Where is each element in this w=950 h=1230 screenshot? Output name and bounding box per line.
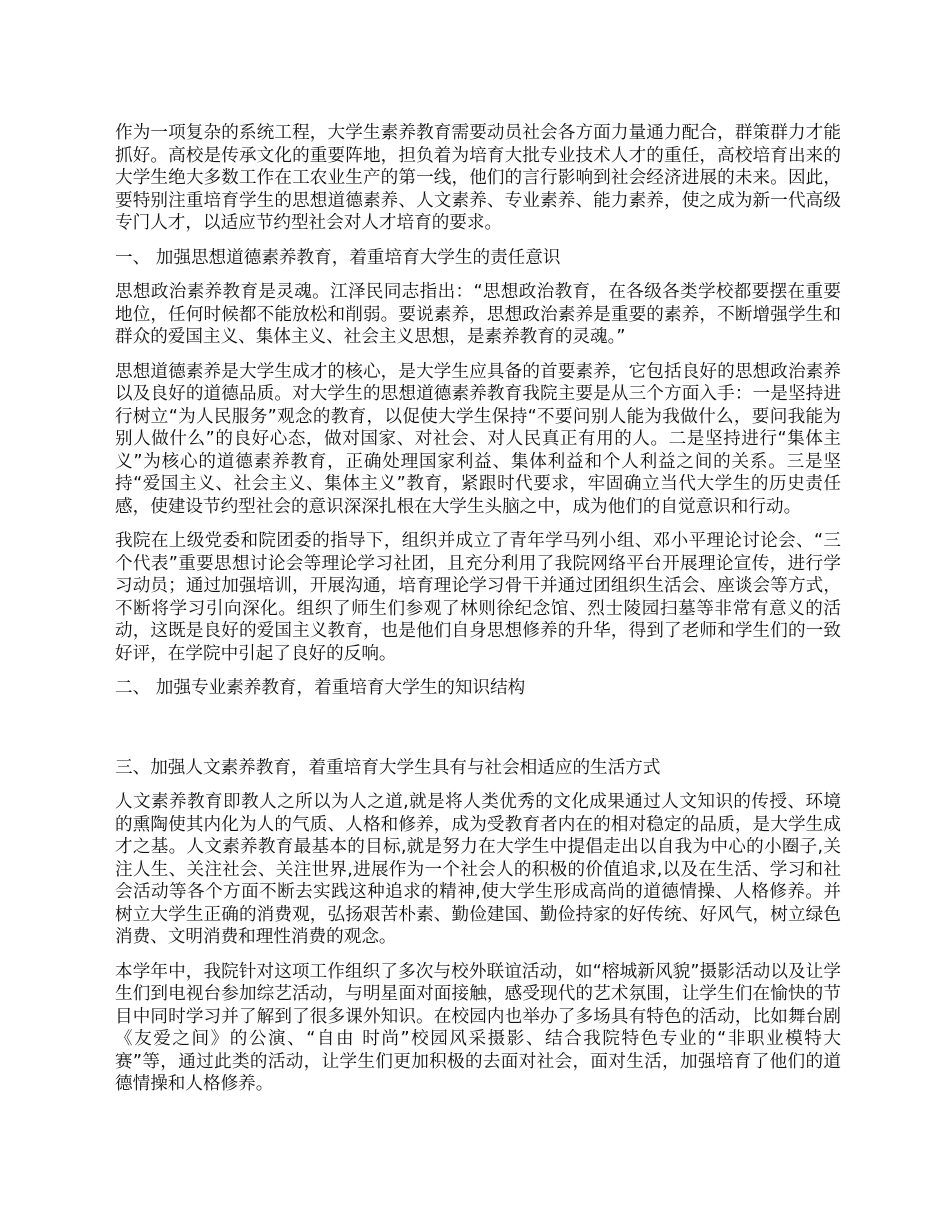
document-body <box>115 122 841 1108</box>
section-heading-1: 一、 加强思想道德素养教育，着重培育大学生的责任意识 <box>115 247 561 268</box>
section-heading-3: 三、加强人文素养教育，着重培育大学生具有与社会相适应的生活方式 <box>115 757 661 778</box>
section-heading-2: 二、 加强专业素养教育，着重培育大学生的知识结构 <box>115 678 526 698</box>
paragraph-humanities: 人文素养教育即教人之所以为人之道,就是将人类优秀的文化成果通过人文知识的传授、环境的熏陶使其内化为人的气质、人格和修养，成为受教育者内在的相对稳定的品质，是大学生成才之基。人文素养教育最基本的目标,就是努力在大学生中提倡走出以自我为中心的小圈子,关注人生、关注社会、关注世界,进展作为一个社会人的积极的价值追求,以及在生活、学习和社会活动等各个方面不断去实践这种追求的精神,使大学生形成高尚的道德情操、人格修养。并树立大学生正确的消费观，弘扬艰苦朴素、勤俭建国、勤俭持家的好传统、好风气，树立绿色消费、文明消费和理性消费的观念。 <box>115 792 841 947</box>
intro-paragraph: 作为一项复杂的系统工程，大学生素养教育需要动员社会各方面力量通力配合，群策群力才能抓好。高校是传承文化的重要阵地，担负着为培育大批专业技术人才的重任，高校培育出来的大学生绝大多数工作在工农业生产的第一线，他们的言行影响到社会经济进展的未来。因此，要特别注重培育学生的思想道德素养、人文素养、专业素养、能力素养，使之成为新一代高级专门人才，以适应节约型社会对人才培育的要求。 <box>115 123 841 233</box>
paragraph-political-soul: 思想政治素养教育是灵魂。江泽民同志指出：“思想政治教育，在各级各类学校都要摆在重要地位，任何时候都不能放松和削弱。要说素养，思想政治素养是重要的素养，不断增强学生和群众的爱国主义、集体主义、社会主义思想，是素养教育的灵魂。” <box>115 282 841 347</box>
paragraph-theory-study: 我院在上级党委和院团委的指导下，组织并成立了青年学马列小组、邓小平理论讨论会、“三个代表”重要思想讨论会等理论学习社团，且充分利用了我院网络平台开展理论宣传，进行学习动员；通过加强培训，开展沟通，培育理论学习骨干并通过团组织生活会、座谈会等方式，不断将学习引向深化。组织了师生们参观了林则徐纪念馆、烈士陵园扫墓等非常有意义的活动，这既是良好的爱国主义教育，也是他们自身思想修养的升华，得到了老师和学生们的一致好评，在学院中引起了良好的反响。 <box>115 531 841 664</box>
paragraph-moral-core: 思想道德素养是大学生成才的核心，是大学生应具备的首要素养，它包括良好的思想政治素养以及良好的道德品质。对大学生的思想道德素养教育我院主要是从三个方面入手：一是坚持进行树立“为人民服务”观念的教育，以促使大学生保持“不要问别人能为我做什么，要问我能为别人做什么”的良好心态，做对国家、对社会、对人民真正有用的人。二是坚持进行“集体主义”为核心的道德素养教育，正确处理国家利益、集体利益和个人利益之间的关系。三是坚持“爱国主义、社会主义、集体主义”教育，紧跟时代要求，牢固确立当代大学生的历史责任感，使建设节约型社会的意识深深扎根在大学生头脑之中，成为他们的自觉意识和行动。 <box>115 361 841 517</box>
paragraph-activities: 本学年中，我院针对这项工作组织了多次与校外联谊活动，如“榕城新风貌”摄影活动以及让学生们到电视台参加综艺活动，与明星面对面接触，感受现代的艺术氛围，让学生们在愉快的节目中同时学习并了解到了很多课外知识。在校园内也举办了多场具有特色的活动，比如舞台剧《友爱之间》的公演、“自由 时尚”校园风采摄影、结合我院特色专业的“非职业模特大赛”等，通过此类的活动，让学生们更加积极的去面对社会，面对生活，加强培育了他们的道德情操和人格修养。 <box>115 961 841 1094</box>
